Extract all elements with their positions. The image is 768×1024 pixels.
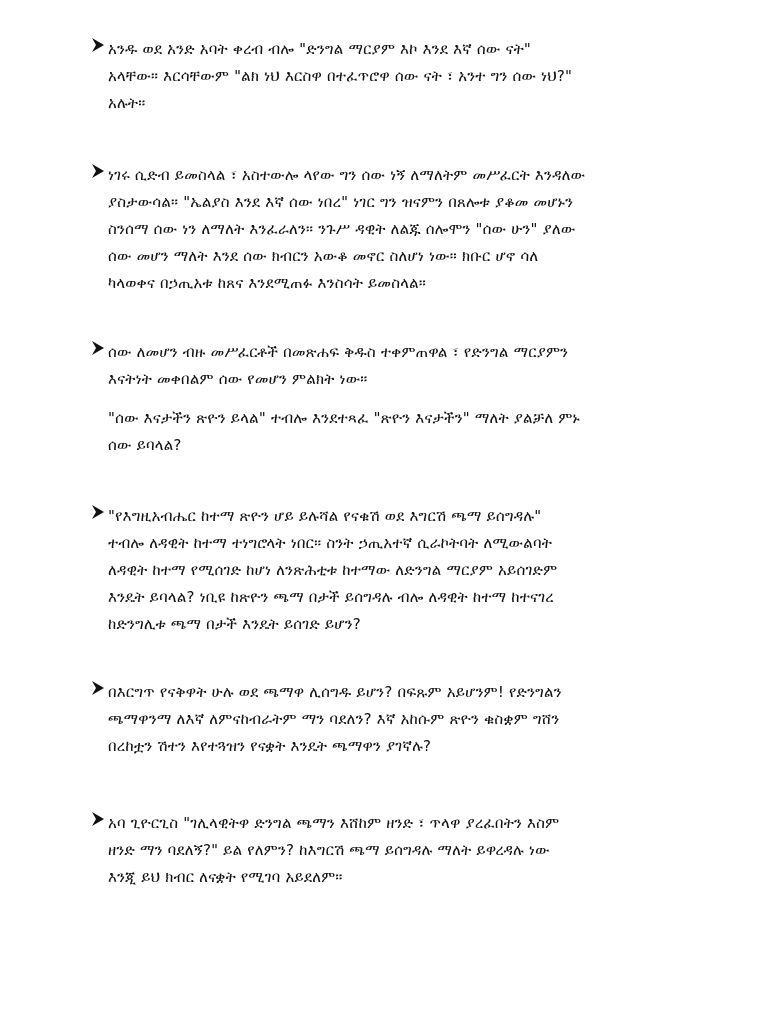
paragraph-line: በረከቷን ሽተን እየተጓዝን የናቋት እንዴት ጫማዋን ያገኛሉ?	[108, 737, 432, 755]
bullet-paragraph-5	[108, 679, 688, 760]
bullet-paragraph-4	[108, 503, 688, 638]
paragraph-line: ተብሎ ለዳዊት ከተማ ተነግሮላት ነበር። ስንት ኃጢአተኛ ሲራኮትባት ለሚውልባት	[108, 534, 553, 552]
paragraph-line: በእርግጥ የናቅዋት ሁሉ ወደ ጫማዋ ሊሰግዱ ይሆን? በፍጹም አይሆንም! የድንግልን	[108, 683, 562, 701]
bullet-paragraph-3	[108, 339, 688, 459]
arrowhead-bullet-icon	[91, 504, 105, 520]
paragraph-line: ነገሩ ሲድብ ይመስላል ፣ አስተውሎ ላየው ግን ሰው ነኝ ለማለትም መሥፈርት እንዳለው	[108, 166, 586, 184]
paragraph-line: ስንሰማ ሰው ነን ለማለት እንፈራለን። ንጉሥ ዳዊት ለልጁ ሰሎሞን "ሰው ሁን" ያለው	[108, 220, 576, 238]
bullet-paragraph-6	[108, 810, 688, 891]
paragraph-line: አሉት።	[108, 94, 146, 112]
paragraph-line: ሰው መሆን ማለት እንደ ሰው ክብርን አውቆ መኖር ስለሆነ ነው። ክቡር ሆኖ ሳለ	[108, 247, 539, 265]
paragraph-line: አባ ጊዮርጊስ "ገሊላዊትዋ ድንግል ጫማን እሸከም ዘንድ ፣ ጥላዋ ያረፈበትን እስም	[108, 814, 560, 832]
paragraph-line: እንዴት ይባላል? ነቢዩ ከጽዮን ጫማ በታች ይሰግዳሉ ብሎ ለዳዊት ከተማ ከተናገረ	[108, 588, 554, 606]
bullet-paragraph-2	[108, 162, 688, 297]
arrowhead-bullet-icon	[91, 811, 105, 827]
arrowhead-bullet-icon	[91, 680, 105, 696]
paragraph-line: "የእግዚአብሔር ከተማ ጽዮን ሆይ ይሉሻል የናቁሽ ወደ እግርሽ ጫማ ይሰግዳሉ"	[108, 507, 542, 525]
paragraph-line: ካላወቀና በኃጢአቱ ከጸና እንደሚጠፉ እንስሳት ይመስላል።	[108, 274, 427, 292]
paragraph-line: ዘንድ ማን ባደለኝ?" ይል የለምን? ከእግርሽ ጫማ ይሰግዳሉ ማለት ይዋረዳሉ ነው	[108, 841, 550, 859]
paragraph-line: ሰው ለመሆን ብዙ መሥፈርቶች በመጽሐፍ ቅዱስ ተቀምጠዋል ፣ የድንግል ማርያምን	[108, 343, 569, 361]
arrowhead-bullet-icon	[91, 163, 105, 179]
paragraph-line: እንጂ ይህ ክብር ለናቋት የሚገባ አይደለም።	[108, 868, 343, 886]
arrowhead-bullet-icon	[91, 37, 105, 53]
paragraph-line: አንዱ ወደ አንድ አባት ቀረብ ብሎ "ድንግል ማርያም እኮ እንደ እኛ ሰው ናት"	[108, 40, 532, 58]
arrowhead-bullet-icon	[91, 340, 105, 356]
paragraph-line: ሰው ይባላል?	[108, 436, 182, 454]
paragraph-continuation	[108, 405, 688, 459]
paragraph-line: ያስታውሳል። "ኤልያስ እንደ እኛ ሰው ነበረ" ነገር ግን ዝናምን በጸሎቱ ያቆመ መሆኑን	[108, 193, 574, 211]
paragraph-line: ለዳዊት ከተማ የሚሰገድ ከሆነ ለንጽሕቲቱ ከተማው ለድንግል ማርያም አይሰገድም	[108, 561, 558, 579]
paragraph-line: አላቸው። እርሳቸውም "ልክ ነህ እርስዋ በተፈጥሮዋ ሰው ናት ፣ አንተ ግን ሰው ነህ?"	[108, 67, 573, 85]
paragraph-line: ጫማዋንማ ለእኛ ለምናከብራትም ማን ባደለን? እኛ አከሱም ጽዮን ቁስቋም ግሸን	[108, 710, 560, 728]
paragraph-line: እናትነት መቀበልም ሰው የመሆን ምልክት ነው።	[108, 370, 368, 388]
paragraph-line: ከድንግሊቱ ጫማ በታች እንዴት ይሰገድ ይሆን?	[108, 615, 361, 633]
paragraph-line: "ሰው እናታችን ጽዮን ይላል" ተብሎ እንደተጻፈ "ጽዮን እናታችን" ማለት ያልቻለ ምኑ	[108, 409, 581, 427]
bullet-paragraph-1	[108, 36, 688, 117]
